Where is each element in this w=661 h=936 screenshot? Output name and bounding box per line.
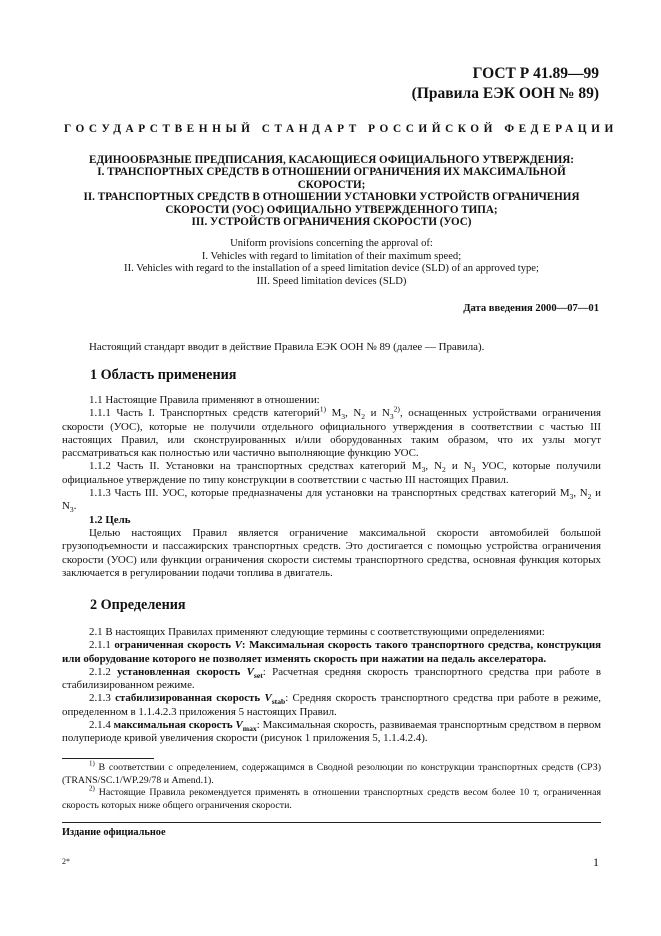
paragraph-2-1-1: 2.1.1 ограниченная скорость V: Максимальная скорость такого транспортного средства, конструкция или оборудование которого не позволяет изменять скорость при нажатии на педаль акселератора. — [62, 639, 601, 665]
section-2-body — [62, 626, 601, 746]
footnote-separator — [62, 758, 154, 759]
title-line: II. ТРАНСПОРТНЫХ СРЕДСТВ В ОТНОШЕНИИ УСТАНОВКИ УСТРОЙСТВ ОГРАНИЧЕНИЯ — [83, 191, 580, 204]
page-number: 1 — [593, 855, 599, 869]
paragraph-1-1-2: 1.1.2 Часть II. Установки на транспортных средствах категорий $M_3$, $N_2$ и $N_3$ УОС, которые получили официальное утверждение по типу конструкции в соответствии с частью III настоящих Правил. — [62, 460, 601, 486]
section-1-heading: 1 Область применения — [90, 367, 237, 383]
term: установленная скорость — [117, 665, 241, 678]
term: ограниченная скорость — [114, 639, 232, 652]
section-2-heading: 2 Определения — [90, 597, 186, 613]
section-1-body — [62, 394, 601, 580]
title-line: СКОРОСТИ; — [297, 178, 366, 191]
title-russian — [62, 154, 601, 228]
printer-signature: 2* — [62, 857, 70, 866]
standard-heading: ГОСУДАРСТВЕННЫЙ СТАНДАРТ РОССИЙСКОЙ ФЕДЕРАЦИИ — [64, 123, 618, 135]
paragraph-2-1-3: 2.1.3 стабилизированная скорость $V_{stab}$: Средняя скорость транспортного средства при работе в режиме, определенном в 1.1.4.2.3 приложения 5 настоящих Правил. — [62, 692, 602, 718]
paragraph-1-2: Целью настоящих Правил является ограничение максимальной скорости автомобилей большой грузоподъемности и пассажирских транспортных средств. Это достигается с помощью устройства ограничения скорости (УОС) или функции ограничения скорости системы транспортного средства, основная функция которых заключается в регулировании подачи топлива в двигатель. — [62, 526, 601, 579]
footer-rule — [62, 822, 601, 823]
introduction-date: Дата введения 2000—07—01 — [463, 303, 599, 314]
intro-paragraph — [62, 341, 601, 354]
footnote-1: $^{1)}$ В соответствии с определением, содержащимся в Сводной резолюции по конструкции транспортных средств (СРЗ) (TRANS/SC.1/WP.29/78 и Amend.1). — [62, 760, 601, 786]
title-line: СКОРОСТИ (УОС) ОФИЦИАЛЬНО УТВЕРЖДЕННОГО ТИПА; — [165, 203, 498, 216]
unece-rule-number: (Правила ЕЭК ООН № 89) — [411, 85, 599, 102]
paragraph-2-1: 2.1 В настоящих Правилах применяют следующие термины с соответствующими определениями: — [89, 626, 545, 638]
title-line: III. УСТРОЙСТВ ОГРАНИЧЕНИЯ СКОРОСТИ (УОС) — [191, 216, 472, 229]
title-line: Uniform provisions concerning the approval of: — [230, 238, 433, 249]
paragraph-1-1-3: 1.1.3 Часть III. УОС, которые предназначены для установки на транспортных средствах категорий $M_3$, $N_2$ и $N_3$. — [62, 487, 601, 515]
paragraph-2-1-4: 2.1.4 максимальная скорость $V_{max}$: Максимальная скорость, развиваемая транспортным средством в первом полупериоде кривой увеличения скорости (рисунок 1 приложения 5, 1.1.4.2.4). — [62, 719, 601, 745]
footnotes — [62, 762, 601, 812]
paragraph-1-1-1: 1.1.1 Часть I. Транспортных средств категорий$^{1)}$ $M_3$, $N_2$ и $N_3^{2)}$, оснащенных устройствами ограничения скорости (УОС), которые не получили отдельного официального утверждения в соответствии с частью III настоящих Правил, или сконструированных и/или оборудованных таким образом, что их узлы могут рассматриваться как полностью или частично выполняющие функцию УОС. — [62, 404, 602, 460]
official-edition-label: Издание официальное — [62, 827, 166, 838]
title-line: II. Vehicles with regard to the installation of a speed limitation device (SLD) of an approved type; — [124, 263, 539, 274]
subsection-1-2-heading: 1.2 Цель — [89, 513, 131, 526]
title-line: I. ТРАНСПОРТНЫХ СРЕДСТВ В ОТНОШЕНИИ ОГРАНИЧЕНИЯ ИХ МАКСИМАЛЬНОЙ — [97, 166, 566, 179]
paragraph-2-1-2: 2.1.2 установленная скорость $V_{set}$: Расчетная средняя скорость транспортного средства при работе в стабилизированном режиме. — [62, 665, 601, 692]
title-english — [62, 238, 601, 288]
gost-number: ГОСТ Р 41.89—99 — [472, 65, 599, 82]
term: максимальная скорость — [113, 719, 233, 732]
title-line: I. Vehicles with regard to limitation of their maximum speed; — [201, 250, 462, 262]
intro-text: Настоящий стандарт вводит в действие Правила ЕЭК ООН № 89 (далее — Правила). — [89, 341, 485, 353]
title-line: ЕДИНООБРАЗНЫЕ ПРЕДПИСАНИЯ, КАСАЮЩИЕСЯ ОФИЦИАЛЬНОГО УТВЕРЖДЕНИЯ: — [89, 154, 574, 166]
title-line: III. Speed limitation devices (SLD) — [256, 275, 407, 287]
document-number — [412, 64, 599, 104]
term: стабилизированная скорость — [115, 692, 261, 705]
paragraph-1-1: 1.1 Настоящие Правила применяют в отношении: — [89, 394, 320, 406]
footnote-2: $^{2)}$ Настоящие Правила рекомендуется применять в отношении транспортных средств весом более 10 т, ограниченная скорость которых ниже общего ограничения скорости. — [62, 785, 601, 811]
